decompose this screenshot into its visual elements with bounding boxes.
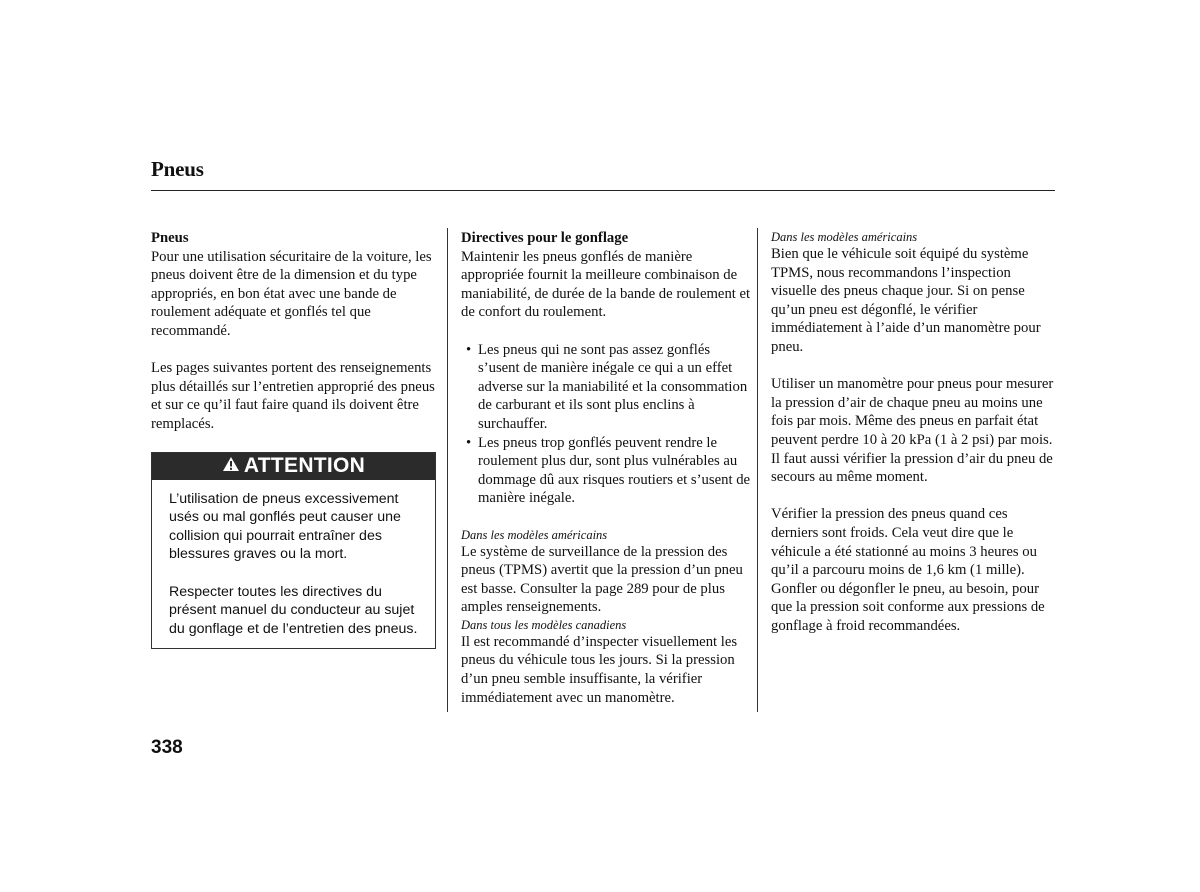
attention-paragraph-2: Respecter toutes les directives du présent manuel du conducteur au sujet du gonflage et de l’entretien des pneus. [169,583,418,637]
bullet-icon: • [466,434,472,451]
info-paragraph: Les pages suivantes portent des renseignements plus détaillés sur l’entretien approprié des pneus et sur ce qu’il faut faire quand ils doivent être remplacés. [151,360,435,432]
gonflage-intro: Maintenir les pneus gonflés de manière appropriée fournit la meilleure combinaison de maniabilité, de durée de la bande de roulement et de confort du roulement. [461,248,751,321]
tpms-paragraph: Le système de surveillance de la pression des pneus (TPMS) avertit que la pression d’un pneu est basse. Consulter la page 289 pour de plus amples renseignements. [461,543,743,616]
list-item: • Les pneus trop gonflés peuvent rendre le roulement plus dur, sont plus vulnérables au dommage dû aux risques routiers et s’usent de manière inégale. [466,434,751,507]
column-2 [461,229,751,707]
bullet-icon: • [466,341,472,358]
intro-paragraph: Pour une utilisation sécuritaire de la voiture, les pneus doivent être de la dimension et du type appropriés, en bon état avec une bande de roulement adéquate et gonflés tel que recommandé. [151,248,432,339]
column-1 [151,229,436,649]
attention-header [152,453,435,480]
column-3 [771,229,1056,635]
canadian-models-note: Dans tous les modèles canadiens [461,617,627,632]
column-divider-2 [757,228,758,712]
title-divider [151,190,1055,191]
visual-inspection-paragraph: Bien que le véhicule soit équipé du système TPMS, nous recommandons l’inspection visuelle des pneus chaque jour. Si on pense qu’un pneu est dégonflé, le vérifier immédiatement à l’aide d’un manomètre pour pneu. [771,246,1041,355]
attention-body [152,480,435,649]
gauge-paragraph: Utiliser un manomètre pour pneus pour mesurer la pression d’air de chaque pneu au moins une fois par mois. Même des pneus en parfait état peuvent perdre 10 à 20 kPa (1 à 2 psi) par mois. Il faut aussi vérifier la pression d’air du pneu de secours au même moment. [771,376,1054,486]
attention-paragraph-1: L’utilisation de pneus excessivement usés ou mal gonflés peut causer une collision qui pourrait entraîner des blessures graves ou la mort. [169,490,401,563]
us-models-note: Dans les modèles américains [771,230,918,244]
cold-pressure-paragraph: Vérifier la pression des pneus quand ces derniers sont froids. Cela veut dire que le véhicule a été stationné au moins 3 heures ou qu’il a parcouru moins de 1,6 km (1 mille). Gonfler ou dégonfler le pneu, au besoin, pour que la pression soit conforme aux pressions de gonflage à froid recommandées. [771,506,1045,634]
section-heading-gonflage: Directives pour le gonflage [461,230,629,246]
inspection-paragraph: Il est recommandé d’inspecter visuellement les pneus du véhicule tous les jours. Si la pression d’un pneu semble insuffisante, la vérifier immédiatement avec un manomètre. [461,633,738,706]
warning-triangle-icon [222,456,240,476]
page-title: Pneus [151,157,204,181]
page-number: 338 [151,737,183,758]
bullet-list [461,341,751,508]
attention-box [151,452,436,650]
section-heading-pneus: Pneus [151,230,189,246]
attention-title: ATTENTION [243,453,366,477]
us-models-note: Dans les modèles américains [461,527,608,542]
list-item: • Les pneus qui ne sont pas assez gonflés s’usent de manière inégale ce qui a un effet adverse sur la maniabilité et la consommation de carburant et ils sont plus enclins à surchauffer. [466,341,748,432]
column-divider-1 [447,228,448,712]
